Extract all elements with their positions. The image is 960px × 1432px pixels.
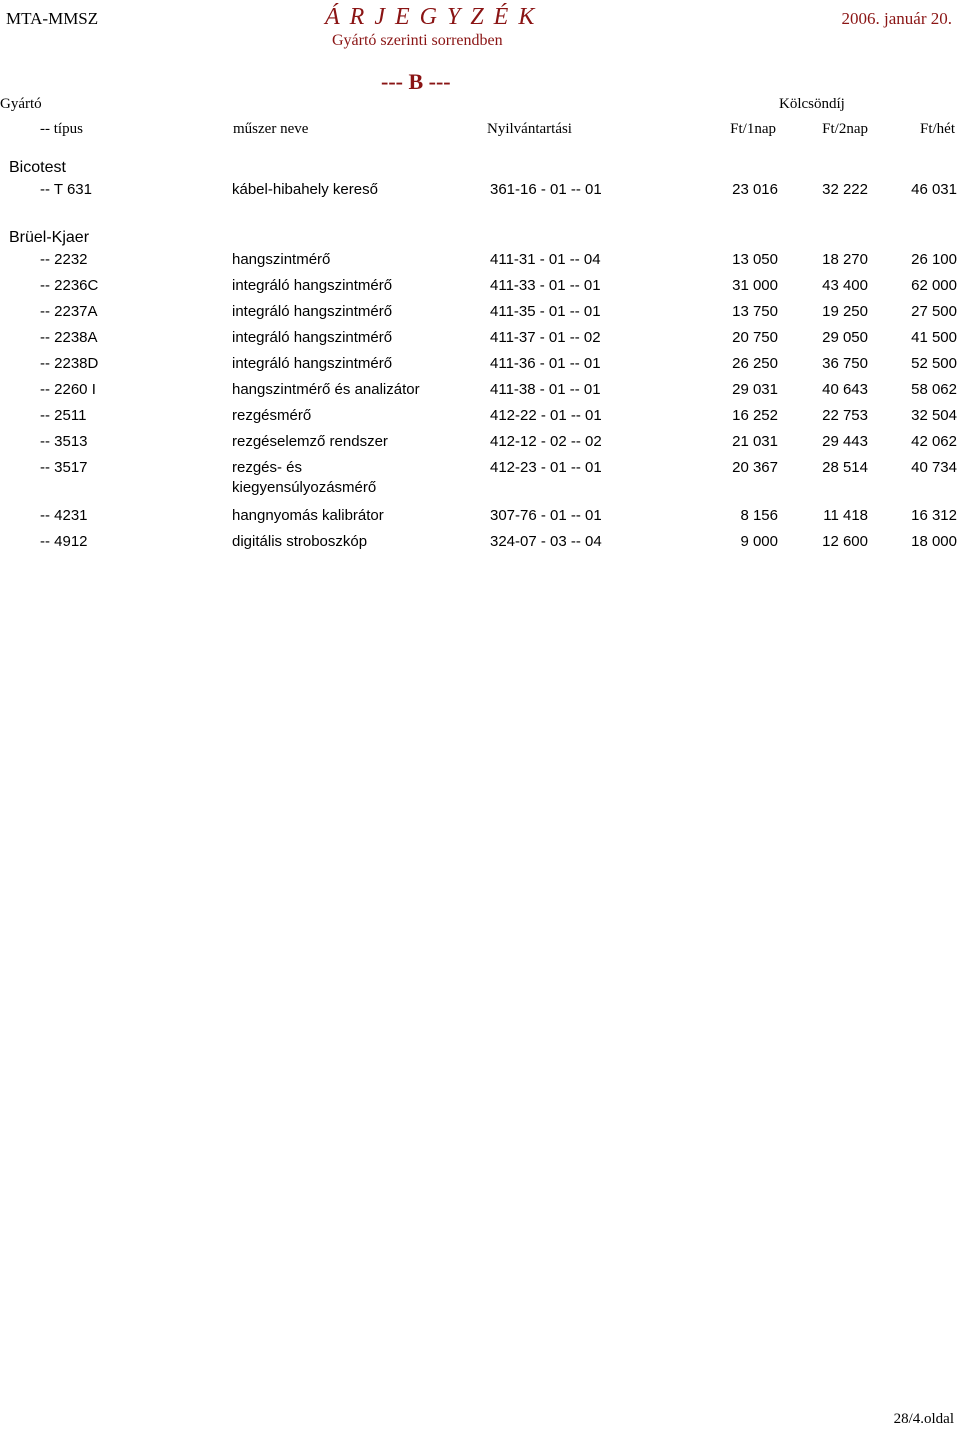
instrument-name: kábel-hibahely kereső xyxy=(232,181,378,198)
price-per-2-day: 36 750 xyxy=(822,355,868,372)
section-letter: --- B --- xyxy=(381,69,451,94)
price-per-2-day: 28 514 xyxy=(822,459,868,476)
instrument-name: integráló hangszintmérő xyxy=(232,355,393,372)
price-per-1-day: 16 252 xyxy=(732,407,778,424)
price-per-1-day: 13 750 xyxy=(732,303,778,320)
price-per-week: 32 504 xyxy=(911,407,957,424)
instrument-name: integráló hangszintmérő xyxy=(232,329,393,346)
col-header-rental: Kölcsöndíj xyxy=(779,96,845,112)
registry-number: 361-16 - 01 -- 01 xyxy=(490,181,602,198)
price-per-2-day: 40 643 xyxy=(822,381,868,398)
price-per-2-day: 29 443 xyxy=(822,433,868,450)
price-per-1-day: 29 031 xyxy=(732,381,778,398)
col-header-manufacturer: Gyártó xyxy=(0,96,42,112)
price-per-week: 26 100 xyxy=(911,251,957,268)
price-per-2-day: 29 050 xyxy=(822,329,868,346)
registry-number: 307-76 - 01 -- 01 xyxy=(490,507,602,524)
instrument-name: hangszintmérő xyxy=(232,251,331,268)
registry-number: 412-12 - 02 -- 02 xyxy=(490,433,602,450)
instrument-type: -- 2238D xyxy=(40,355,99,372)
instrument-type: -- 4912 xyxy=(40,533,88,550)
instrument-name-continued: kiegyensúlyozásmérő xyxy=(232,479,377,496)
registry-number: 411-37 - 01 -- 02 xyxy=(490,329,601,346)
date-label: 2006. január 20. xyxy=(841,9,952,28)
instrument-name: rezgésmérő xyxy=(232,407,312,424)
instrument-name: rezgéselemző rendszer xyxy=(232,433,388,450)
instrument-name: hangnyomás kalibrátor xyxy=(232,507,384,524)
instrument-type: -- 3517 xyxy=(40,459,88,476)
price-per-2-day: 19 250 xyxy=(822,303,868,320)
price-per-week: 41 500 xyxy=(911,329,957,346)
price-per-1-day: 9 000 xyxy=(740,533,778,550)
price-per-2-day: 12 600 xyxy=(822,533,868,550)
instrument-type: -- 2238A xyxy=(40,329,98,346)
price-per-1-day: 23 016 xyxy=(732,181,778,198)
col-header-per-week: Ft/hét xyxy=(919,121,955,137)
price-per-2-day: 18 270 xyxy=(822,251,868,268)
registry-number: 412-22 - 01 -- 01 xyxy=(490,407,602,424)
instrument-type: -- 2237A xyxy=(40,303,98,320)
registry-number: 411-38 - 01 -- 01 xyxy=(490,381,601,398)
price-per-week: 18 000 xyxy=(911,533,957,550)
price-per-2-day: 11 418 xyxy=(823,507,868,524)
instrument-type: -- 2511 xyxy=(40,407,87,424)
price-per-week: 27 500 xyxy=(911,303,957,320)
price-per-2-day: 43 400 xyxy=(822,277,868,294)
registry-number: 411-36 - 01 -- 01 xyxy=(490,355,601,372)
instrument-name: digitális stroboszkóp xyxy=(232,533,368,550)
registry-number: 324-07 - 03 -- 04 xyxy=(490,533,602,550)
price-per-week: 46 031 xyxy=(911,181,957,198)
price-per-1-day: 20 750 xyxy=(732,329,778,346)
price-per-1-day: 31 000 xyxy=(732,277,778,294)
instrument-type: -- 2260 I xyxy=(40,381,96,398)
instrument-name: hangszintmérő és analizátor xyxy=(232,381,420,398)
price-per-week: 62 000 xyxy=(911,277,957,294)
page-number: 28/4.oldal xyxy=(893,1411,954,1427)
page-subtitle: Gyártó szerinti sorrendben xyxy=(332,32,503,49)
col-header-type: -- típus xyxy=(40,121,83,137)
instrument-type: -- 4231 xyxy=(40,507,88,524)
price-per-week: 42 062 xyxy=(911,433,957,450)
col-header-instrument: műszer neve xyxy=(233,121,309,137)
registry-number: 412-23 - 01 -- 01 xyxy=(490,459,602,476)
manufacturer-name: Bicotest xyxy=(9,159,66,176)
price-per-1-day: 8 156 xyxy=(740,507,778,524)
instrument-type: -- 2236C xyxy=(40,277,99,294)
instrument-type: -- T 631 xyxy=(40,181,92,198)
registry-number: 411-33 - 01 -- 01 xyxy=(490,277,601,294)
instrument-name: integráló hangszintmérő xyxy=(232,303,393,320)
price-per-week: 58 062 xyxy=(911,381,957,398)
organization-label: MTA-MMSZ xyxy=(6,9,99,28)
price-per-1-day: 21 031 xyxy=(732,433,778,450)
instrument-type: -- 2232 xyxy=(40,251,88,268)
registry-number: 411-35 - 01 -- 01 xyxy=(490,303,601,320)
col-header-registry: Nyilvántartási xyxy=(487,121,572,137)
price-per-1-day: 26 250 xyxy=(732,355,778,372)
price-per-week: 16 312 xyxy=(911,507,957,524)
price-per-week: 52 500 xyxy=(911,355,957,372)
price-per-2-day: 22 753 xyxy=(822,407,868,424)
col-header-per-2-day: Ft/2nap xyxy=(822,121,868,137)
registry-number: 411-31 - 01 -- 04 xyxy=(490,251,601,268)
price-per-1-day: 13 050 xyxy=(732,251,778,268)
manufacturer-name: Brüel-Kjaer xyxy=(9,229,90,246)
price-per-week: 40 734 xyxy=(911,459,957,476)
price-per-2-day: 32 222 xyxy=(822,181,868,198)
price-per-1-day: 20 367 xyxy=(732,459,778,476)
instrument-type: -- 3513 xyxy=(40,433,88,450)
col-header-per-1-day: Ft/1nap xyxy=(730,121,776,137)
page-title: Á R J E G Y Z É K xyxy=(325,4,537,30)
instrument-name: integráló hangszintmérő xyxy=(232,277,393,294)
instrument-name: rezgés- és xyxy=(232,459,303,476)
